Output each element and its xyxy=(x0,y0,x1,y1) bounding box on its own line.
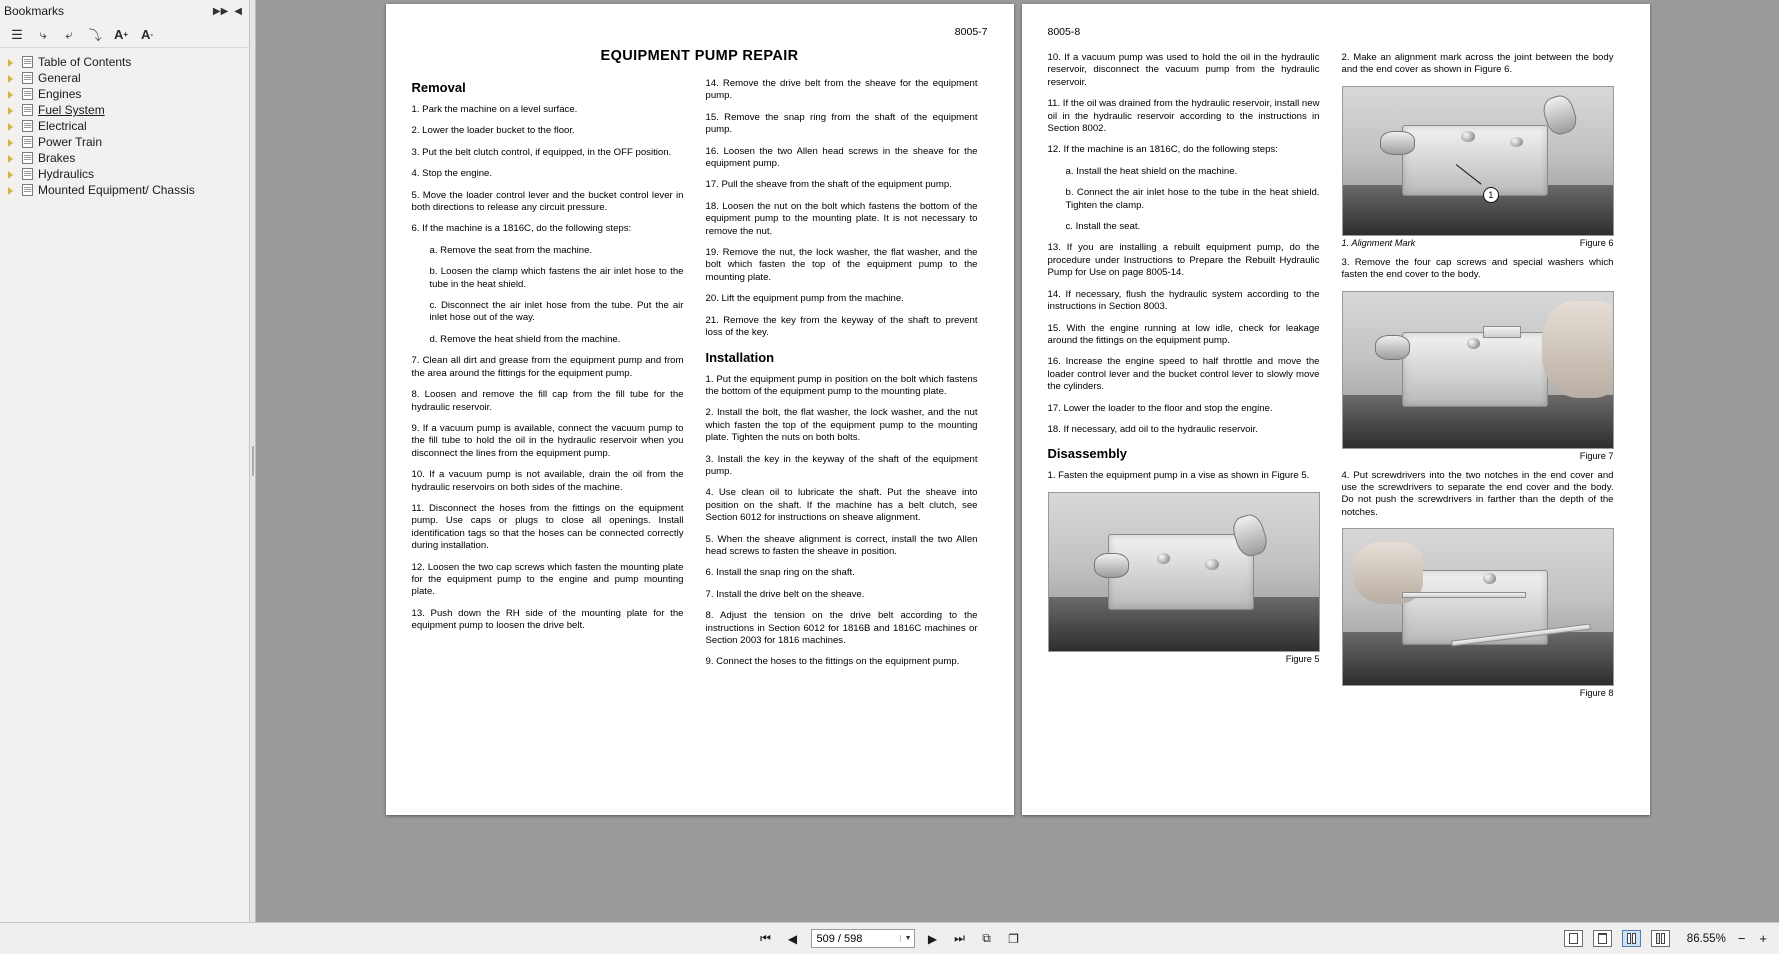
paragraph: 8. Adjust the tension on the drive belt according to the instructions in Section 6012 for 1816B and 1816C machines or Section 2003 for 1816 machines. xyxy=(705,610,978,646)
paragraph: a. Remove the seat from the machine. xyxy=(429,244,593,256)
document-viewport[interactable] xyxy=(256,0,1779,922)
continuous-scroll-view-icon[interactable] xyxy=(1593,930,1612,947)
bookmark-item-hydraulics[interactable] xyxy=(0,166,249,182)
view-controls-group xyxy=(1564,930,1769,947)
paragraph: 20. Lift the equipment pump from the machine. xyxy=(705,293,904,305)
paragraph: 12. Loosen the two cap screws which fasten the mounting plate for the equipment pump to the engine and pump mounting plate. xyxy=(411,561,684,598)
bookmark-item-mounted-equipment-chassis[interactable] xyxy=(0,182,249,198)
copy-icon[interactable]: ⧉ xyxy=(982,931,991,945)
expand-triangle-icon[interactable] xyxy=(8,154,17,163)
bookmark-icon xyxy=(22,72,33,84)
paragraph: 2. Lower the loader bucket to the floor. xyxy=(411,125,575,137)
collapse-bookmarks-icon[interactable]: ⤶ xyxy=(65,26,73,42)
paragraph: 14. Remove the drive belt from the sheave for the equipment pump. xyxy=(705,78,978,102)
bookmarks-header xyxy=(0,0,249,22)
bookmark-item-brakes[interactable] xyxy=(0,150,249,166)
figure-5-image xyxy=(1048,492,1320,652)
paragraph: c. Install the seat. xyxy=(1065,221,1141,233)
increase-text-size-icon[interactable]: A + xyxy=(113,27,129,42)
figure-7-image xyxy=(1342,291,1614,449)
section-heading-disassembly: Disassembly xyxy=(1047,446,1127,462)
paragraph: 13. Push down the RH side of the mounting plate for the equipment pump to loosen the drive belt. xyxy=(411,607,684,632)
expand-all-bookmarks-icon[interactable]: ⤵ xyxy=(88,28,102,43)
paragraph: 11. Disconnect the hoses from the fittings on the equipment pump. Use caps or plugs to close all openings. Install identification tags so that the hoses can be connected correctly during installation. xyxy=(411,502,684,552)
paragraph: 1. Park the machine on a level surface. xyxy=(411,104,578,115)
figure-8-image xyxy=(1342,528,1614,686)
bookmark-label: Hydraulics xyxy=(38,167,95,181)
page-columns-left xyxy=(412,78,988,678)
paragraph: 12. If the machine is an 1816C, do the following steps: xyxy=(1047,144,1278,156)
paragraph: b. Connect the air inlet hose to the tube in the heat shield. Tighten the clamp. xyxy=(1065,187,1320,211)
bookmark-label: Brakes xyxy=(38,151,76,165)
paragraph: a. Install the heat shield on the machine. xyxy=(1065,165,1238,177)
figure-7-caption xyxy=(1342,451,1614,461)
paragraph: 5. When the sheave alignment is correct, install the two Allen head screws to fasten the sheave in position. xyxy=(705,533,978,557)
page-columns-right xyxy=(1048,52,1624,707)
paragraph: 4. Stop the engine. xyxy=(411,168,493,180)
expand-triangle-icon[interactable] xyxy=(8,106,17,115)
column-right-2 xyxy=(1342,52,1614,707)
paragraph: 11. If the oil was drained from the hydraulic reservoir, install new oil in the hydraulic reservoir according to the instructions in Section 8002. xyxy=(1047,98,1320,135)
bookmark-label: General xyxy=(38,71,81,85)
paragraph: 18. Loosen the nut on the bolt which fastens the bottom of the equipment pump to the mounting plate. It is not necessary to remove the nut. xyxy=(705,200,978,237)
bookmark-list-icon[interactable]: ☰ xyxy=(11,26,23,42)
paragraph: 1. Fasten the equipment pump in a vise as shown in Figure 5. xyxy=(1047,470,1310,482)
figure-number: Figure 8 xyxy=(1579,688,1614,699)
paragraph: 15. Remove the snap ring from the shaft of the equipment pump. xyxy=(705,111,978,136)
bookmark-label: Power Train xyxy=(38,135,103,149)
chevron-down-icon[interactable]: ▼ xyxy=(900,935,912,942)
figure-number: Figure 5 xyxy=(1285,653,1320,664)
bookmark-item-power-train[interactable] xyxy=(0,134,249,150)
column-right-1 xyxy=(1048,52,1320,707)
decrease-text-size-icon[interactable]: A - xyxy=(140,27,154,42)
figure-legend: 1. Alignment Mark xyxy=(1341,237,1416,248)
paragraph: 2. Install the bolt, the flat washer, the lock washer, and the nut which fasten the top of the equipment pump to the mounting plate. Tighten the nuts on both bolts. xyxy=(705,407,978,444)
paragraph: 10. If a vacuum pump is not available, drain the oil from the hydraulic reservoirs on both sides of the machine. xyxy=(411,469,684,493)
paragraph: 5. Move the loader control lever and the bucket control lever in both directions to release any circuit pressure. xyxy=(411,189,684,214)
bookmark-label: Engines xyxy=(38,87,82,101)
bookmark-icon xyxy=(22,88,33,100)
bookmark-icon xyxy=(22,120,33,132)
paragraph: 6. If the machine is a 1816C, do the following steps: xyxy=(411,223,632,235)
column-left-1 xyxy=(412,78,684,678)
paragraph: 7. Clean all dirt and grease from the equipment pump and from the area around the fittings for the equipment pump. xyxy=(411,355,684,379)
paragraph: 4. Use clean oil to lubricate the shaft. Put the sheave into position on the shaft. If the machine has a belt clutch, see Section 6012 for instructions on sheave alignment. xyxy=(705,487,978,524)
paragraph: 16. Increase the engine speed to half throttle and move the loader control lever and the bucket control lever to slowly move the cylinders. xyxy=(1047,356,1320,393)
bookmark-icon xyxy=(22,104,33,116)
page-right xyxy=(1022,4,1650,815)
section-heading-installation: Installation xyxy=(705,349,775,365)
figure-number: Figure 6 xyxy=(1579,237,1614,248)
paragraph: 13. If you are installing a rebuilt equipment pump, do the procedure under Instructions to Prepare the Rebuilt Hydraulic Pump for Use on page 8005-14. xyxy=(1047,242,1320,279)
expand-triangle-icon[interactable] xyxy=(8,170,17,179)
previous-page-button[interactable]: ◀ xyxy=(787,931,798,946)
paragraph: 17. Pull the sheave from the shaft of the equipment pump. xyxy=(705,179,952,191)
bookmarks-title: Bookmarks xyxy=(4,4,65,18)
page-spread xyxy=(386,4,1650,815)
paragraph: 3. Put the belt clutch control, if equipped, in the OFF position. xyxy=(411,146,672,158)
two-page-view-icon[interactable] xyxy=(1622,930,1641,947)
document-title: EQUIPMENT PUMP REPAIR xyxy=(600,48,799,64)
expand-triangle-icon[interactable] xyxy=(8,122,17,131)
paragraph: d. Remove the heat shield from the machine. xyxy=(429,333,621,345)
book-view-icon[interactable] xyxy=(1651,930,1670,947)
snapshot-icon[interactable]: ❐ xyxy=(1008,931,1019,946)
bookmark-icon xyxy=(22,152,33,164)
paragraph: 21. Remove the key from the keyway of the shaft to prevent loss of the key. xyxy=(705,314,978,339)
paragraph: 17. Lower the loader to the floor and stop the engine. xyxy=(1047,402,1273,414)
paragraph: 4. Put screwdrivers into the two notches in the end cover and use the screwdrivers to separate the end cover and the body. Do not push the screwdrivers in farther than the depth of the notches. xyxy=(1341,469,1614,518)
bookmark-item-table-of-contents[interactable] xyxy=(0,54,249,70)
page-left xyxy=(386,4,1014,815)
bookmarks-sidebar xyxy=(0,0,250,922)
bookmark-label: Table of Contents xyxy=(38,55,132,69)
bookmarks-toolbar xyxy=(0,22,249,48)
single-page-view-icon[interactable] xyxy=(1564,930,1583,947)
expand-current-bookmark-icon[interactable]: ⤷ xyxy=(39,26,47,42)
section-heading-removal: Removal xyxy=(411,80,466,95)
bookmark-label: Electrical xyxy=(38,119,87,133)
figure-6-image xyxy=(1342,86,1614,236)
page-number-header-left: 8005-7 xyxy=(954,26,988,38)
paragraph: c. Disconnect the air inlet hose from the tube. Put the air inlet hose out of the way. xyxy=(429,300,684,324)
zoom-out-button[interactable]: − xyxy=(1737,931,1746,946)
figure-number: Figure 7 xyxy=(1579,450,1614,461)
expand-triangle-icon[interactable] xyxy=(8,74,17,83)
next-page-button[interactable]: ▶ xyxy=(927,931,938,946)
bookmark-item-fuel-system[interactable] xyxy=(0,102,249,118)
paragraph: 6. Install the snap ring on the shaft. xyxy=(705,567,855,579)
bookmark-item-electrical[interactable] xyxy=(0,118,249,134)
figure-8-caption xyxy=(1342,688,1614,698)
bookmark-item-engines[interactable] xyxy=(0,86,249,102)
expand-triangle-icon[interactable] xyxy=(8,138,17,147)
splitter-grip xyxy=(252,446,254,476)
figure-6-caption xyxy=(1342,238,1614,248)
page-number-header-right: 8005-8 xyxy=(1047,26,1081,38)
chevron-left-icon[interactable]: ◀ xyxy=(234,5,242,17)
last-page-button[interactable]: ⏭ xyxy=(954,931,965,945)
column-left-2 xyxy=(706,78,978,678)
paragraph: 7. Install the drive belt on the sheave. xyxy=(705,588,865,600)
paragraph: 3. Remove the four cap screws and special washers which fasten the end cover to the body. xyxy=(1341,256,1614,281)
paragraph: 16. Loosen the two Allen head screws in the sheave for the equipment pump. xyxy=(705,145,978,170)
paragraph: 3. Install the key in the keyway of the shaft of the equipment pump. xyxy=(705,453,978,477)
paragraph: 9. If a vacuum pump is available, connect the vacuum pump to the fill tube to hold the oil in the hydraulic reservoir when you disconnect the lines from the equipment pump. xyxy=(411,422,684,459)
bookmark-icon xyxy=(22,56,33,68)
paragraph: 8. Loosen and remove the fill cap from the fill tube for the hydraulic reservoir. xyxy=(411,389,684,413)
zoom-level-value: 86.55% xyxy=(1686,932,1726,945)
paragraph: b. Loosen the clamp which fastens the air inlet hose to the tube in the heat shield. xyxy=(429,266,684,290)
bookmark-list xyxy=(0,48,249,922)
page-number-input[interactable] xyxy=(811,929,915,948)
bookmark-label: Mounted Equipment/ Chassis xyxy=(38,183,195,197)
bookmark-icon xyxy=(22,136,33,148)
callout-1: 1 xyxy=(1483,187,1499,203)
page-number-value: 509 / 598 xyxy=(816,932,863,945)
expand-triangle-icon[interactable] xyxy=(8,58,17,67)
bookmark-icon xyxy=(22,184,33,196)
bottom-toolbar xyxy=(0,922,1779,954)
bookmark-item-general[interactable] xyxy=(0,70,249,86)
bookmark-label: Fuel System xyxy=(38,103,105,117)
bookmark-icon xyxy=(22,168,33,180)
figure-5-caption xyxy=(1048,654,1320,664)
zoom-in-button[interactable]: + xyxy=(1759,931,1767,946)
paragraph: 1. Put the equipment pump in position on the bolt which fastens the bottom of the equipment pump to the mounting plate. xyxy=(705,373,978,397)
first-page-button[interactable]: ⏮ xyxy=(760,931,771,945)
paragraph: 19. Remove the nut, the lock washer, the flat washer, and the bolt which fasten the top of the equipment pump to the mounting plate. xyxy=(705,247,978,283)
paragraph: 18. If necessary, add oil to the hydraulic reservoir. xyxy=(1047,423,1258,435)
page-navigation-group xyxy=(757,929,1023,948)
paragraph: 15. With the engine running at low idle, check for leakage around the fittings on the equipment pump. xyxy=(1047,322,1320,346)
paragraph: 14. If necessary, flush the hydraulic system according to the instructions in Section 8003. xyxy=(1047,288,1320,313)
expand-triangle-icon[interactable] xyxy=(8,90,17,99)
expand-triangle-icon[interactable] xyxy=(8,186,17,195)
chevron-double-right-icon[interactable]: ▶▶ xyxy=(212,5,229,17)
paragraph: 9. Connect the hoses to the fittings on the equipment pump. xyxy=(705,656,960,668)
paragraph: 10. If a vacuum pump was used to hold the oil in the hydraulic reservoir, disconnect the vacuum pump from the hydraulic reservoir. xyxy=(1047,52,1320,88)
paragraph: 2. Make an alignment mark across the joint between the body and the end cover as shown in Figure 6. xyxy=(1341,52,1614,76)
